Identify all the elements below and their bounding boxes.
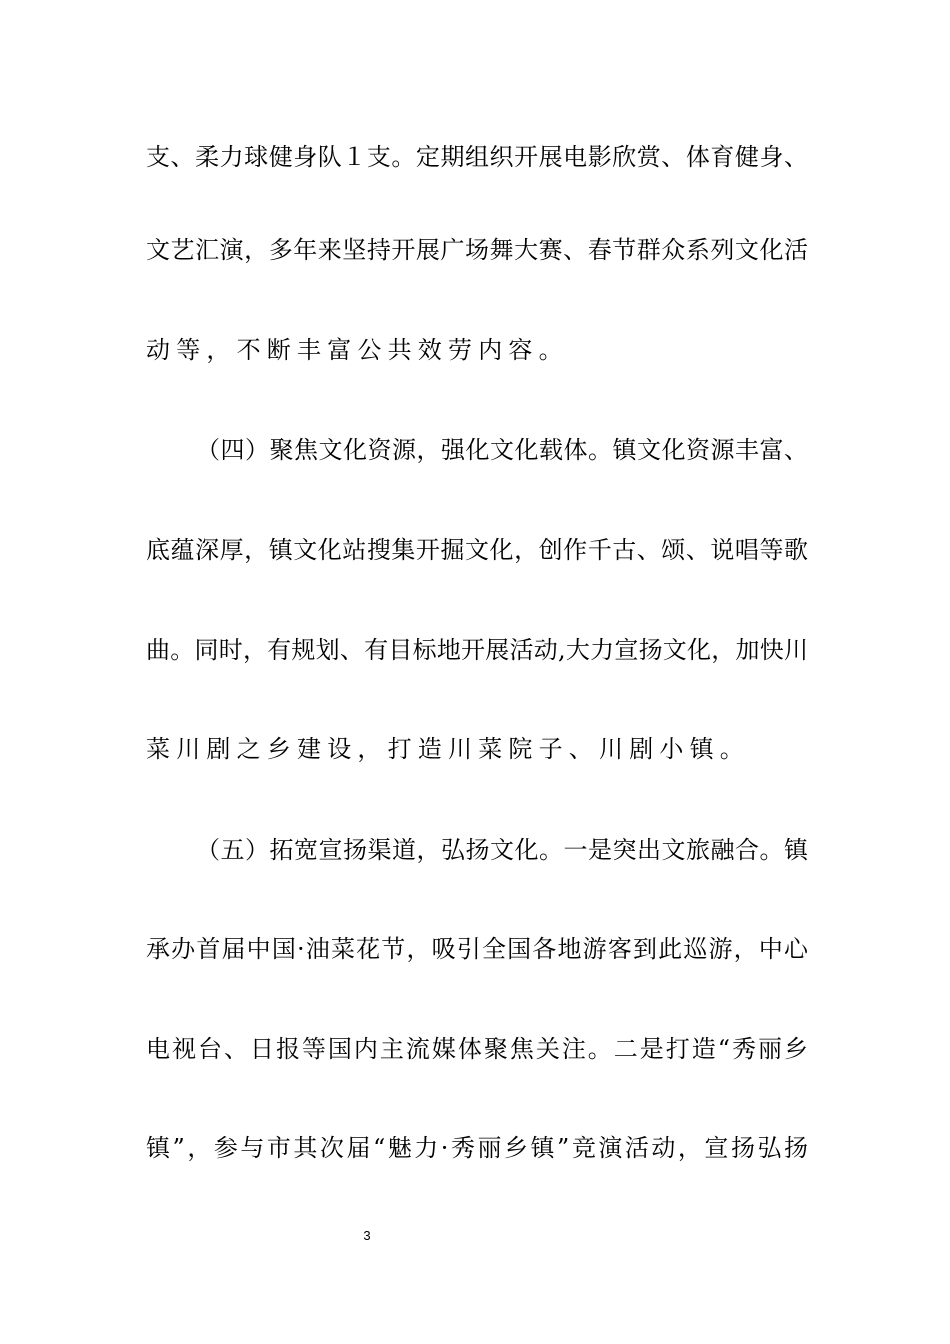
text-line-9: 承办首届中国·油菜花节，吸引全国各地游客到此巡游，中心 [146,935,808,963]
text-line-1: 支、柔力球健身队１支。定期组织开展电影欣赏、体育健身、 [146,143,808,171]
text-line-3: 动等，不断丰富公共效劳内容。 [146,336,569,364]
text-line-2: 文艺汇演，多年来坚持开展广场舞大赛、春节群众系列文化活 [146,236,808,264]
page-number: 3 [363,1228,371,1243]
text-line-10: 电视台、日报等国内主流媒体聚焦关注。二是打造“秀丽乡 [146,1035,808,1063]
text-line-11: 镇”，参与市其次届“魅力·秀丽乡镇”竞演活动，宣扬弘扬 [146,1134,808,1162]
text-line-5: 底蕴深厚，镇文化站搜集开掘文化，创作千古、颂、说唱等歌 [146,536,808,564]
text-line-6: 曲。同时，有规划、有目标地开展活动,大力宣扬文化，加快川 [146,636,808,664]
text-line-8: （五）拓宽宣扬渠道，弘扬文化。一是突出文旅融合。镇 [196,836,808,864]
text-line-7: 菜川剧之乡建设，打造川菜院子、川剧小镇。 [146,735,750,763]
text-line-4: （四）聚焦文化资源，强化文化载体。镇文化资源丰富、 [196,436,808,464]
